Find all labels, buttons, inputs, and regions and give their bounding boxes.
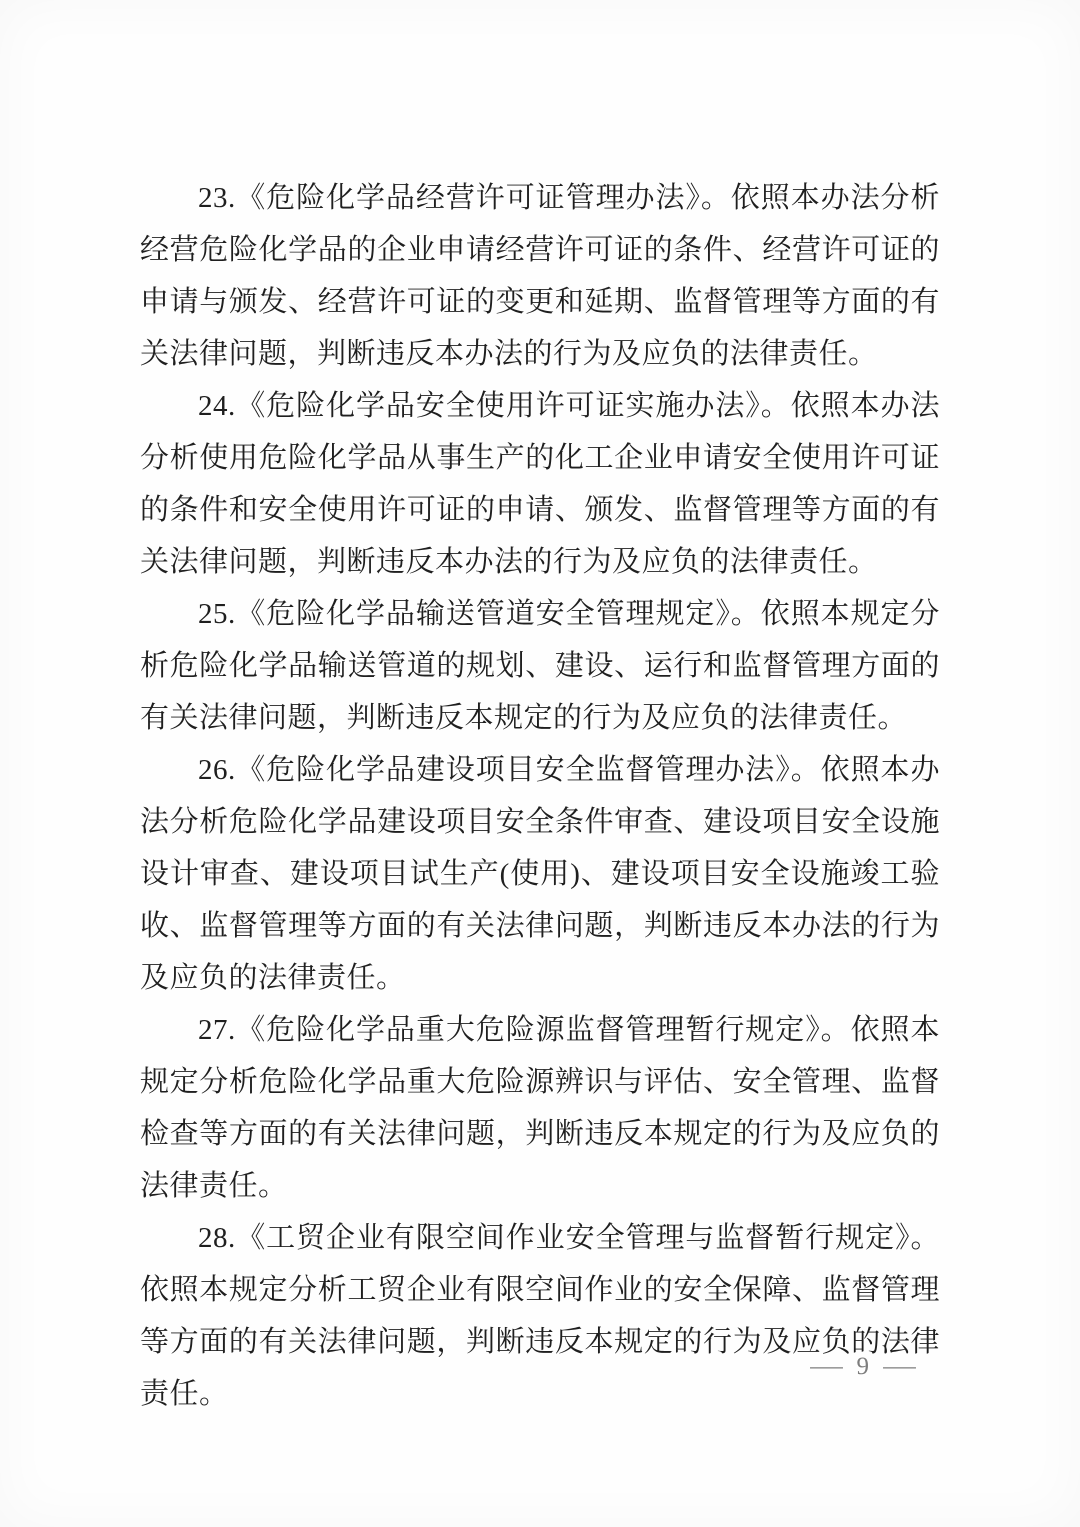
page-footer [809,1352,916,1382]
regulation-item-28: 28.《工贸企业有限空间作业安全管理与监督暂行规定》。依照本规定分析工贸企业有限空间作业的安全保障、监督管理等方面的有关法律问题，判断违反本规定的行为及应负的法律责任。 [140,1222,940,1410]
regulation-item-25: 25.《危险化学品输送管道安全管理规定》。依照本规定分析危险化学品输送管道的规划、建设、运行和监督管理方面的有关法律问题，判断违反本规定的行为及应负的法律责任。 [140,598,940,734]
regulation-item-24: 24.《危险化学品安全使用许可证实施办法》。依照本办法分析使用危险化学品从事生产的化工企业申请安全使用许可证的条件和安全使用许可证的申请、颁发、监督管理等方面的有关法律问题，判断违反本办法的行为及应负的法律责任。 [140,390,940,578]
regulation-item-27: 27.《危险化学品重大危险源监督管理暂行规定》。依照本规定分析危险化学品重大危险源辨识与评估、安全管理、监督检查等方面的有关法律问题，判断违反本规定的行为及应负的法律责任。 [140,1014,940,1202]
regulation-item-23: 23.《危险化学品经营许可证管理办法》。依照本办法分析经营危险化学品的企业申请经营许可证的条件、经营许可证的申请与颁发、经营许可证的变更和延期、监督管理等方面的有关法律问题，判断违反本办法的行为及应负的法律责任。 [140,182,940,370]
regulation-item-26: 26.《危险化学品建设项目安全监督管理办法》。依照本办法分析危险化学品建设项目安全条件审查、建设项目安全设施设计审查、建设项目试生产(使用)、建设项目安全设施竣工验收、监督管理等方面的有关法律问题，判断违反本办法的行为及应负的法律责任。 [140,754,940,994]
document-text-block [140,172,940,1420]
page-number: 9 [856,1353,869,1380]
footer-dash-left: — [809,1353,843,1380]
footer-dash-right: — [883,1353,916,1380]
